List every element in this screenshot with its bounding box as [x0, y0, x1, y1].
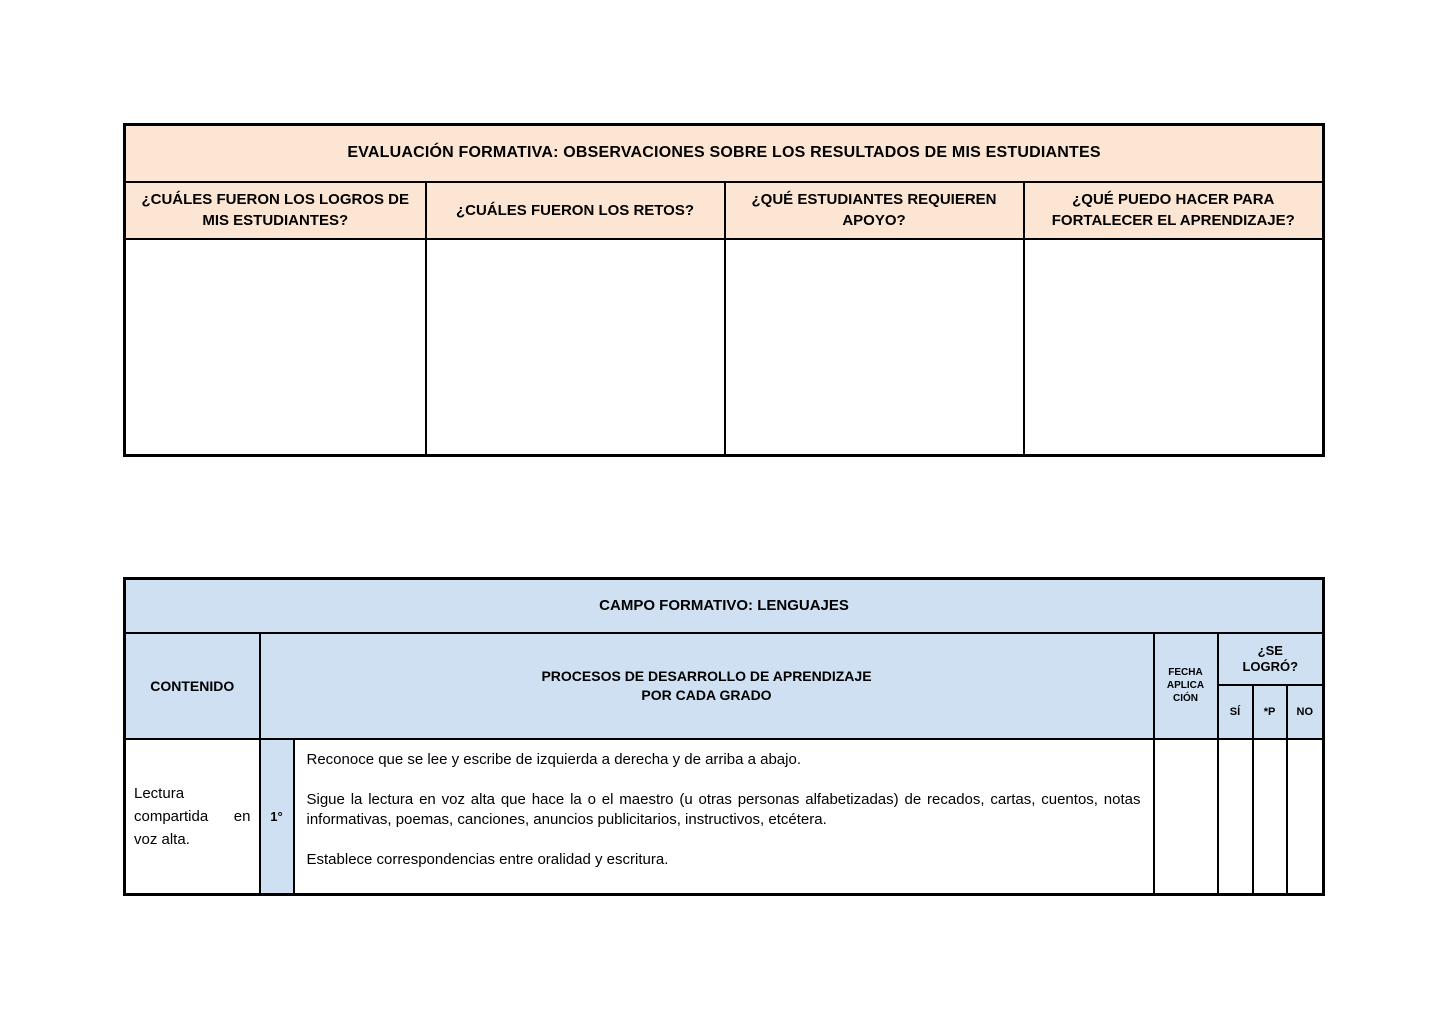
eval-header-retos: ¿CUÁLES FUERON LOS RETOS?: [426, 182, 725, 239]
campo-table-title: CAMPO FORMATIVO: LENGUAJES: [125, 579, 1324, 633]
header-contenido: CONTENIDO: [125, 633, 260, 739]
cell-grado: 1°: [260, 739, 294, 895]
evaluation-table: [123, 123, 1325, 457]
eval-entry-apoyo[interactable]: [725, 239, 1024, 456]
evaluation-table-title: EVALUACIÓN FORMATIVA: OBSERVACIONES SOBRE LOS RESULTADOS DE MIS ESTUDIANTES: [125, 125, 1324, 182]
header-p: *P: [1253, 685, 1287, 739]
proceso-paragraph-3: Establece correspondencias entre oralidad y escritura.: [306, 850, 669, 868]
eval-header-apoyo: ¿QUÉ ESTUDIANTES REQUIEREN APOYO?: [725, 182, 1024, 239]
header-fecha-line2: APLICA: [1166, 680, 1205, 691]
evaluation-header-row: [125, 182, 1324, 239]
campo-header-row: [125, 633, 1324, 685]
eval-header-logros: ¿CUÁLES FUERON LOS LOGROS DE MIS ESTUDIANTES?: [125, 182, 426, 239]
header-se-logro-line1: ¿SE: [1257, 642, 1283, 658]
proceso-paragraph-1: Reconoce que se lee y escribe de izquierda a derecha y de arriba a abajo.: [306, 750, 801, 768]
proceso-paragraph-2: Sigue la lectura en voz alta que hace la o el maestro (u otras personas alfabetizadas) de recados, cartas, cuentos, notas informativas, poemas, canciones, anuncios publicitarios, instructivos, etcétera.: [306, 790, 1141, 828]
eval-header-fortalecer: ¿QUÉ PUEDO HACER PARA FORTALECER EL APRENDIZAJE?: [1024, 182, 1324, 239]
header-procesos-line1: PROCESOS DE DESARROLLO DE APRENDIZAJE: [541, 667, 872, 684]
header-fecha-line3: CIÓN: [1173, 693, 1198, 704]
header-si: SÍ: [1218, 685, 1253, 739]
campo-content-row: [125, 739, 1324, 895]
cell-si-entry[interactable]: [1218, 739, 1253, 895]
eval-entry-logros[interactable]: [125, 239, 426, 456]
evaluation-entry-row: [125, 239, 1324, 456]
header-se-logro-line2: LOGRÓ?: [1242, 658, 1299, 674]
cell-contenido: Lectura compartida en voz alta.: [125, 739, 260, 895]
eval-entry-retos[interactable]: [426, 239, 725, 456]
cell-procesos: [294, 739, 1154, 895]
cell-p-entry[interactable]: [1253, 739, 1287, 895]
header-fecha-line1: FECHA: [1168, 667, 1203, 678]
header-procesos-line2: POR CADA GRADO: [641, 686, 772, 703]
eval-entry-fortalecer[interactable]: [1024, 239, 1324, 456]
header-se-logro: [1218, 633, 1324, 685]
header-no: NO: [1287, 685, 1324, 739]
header-fecha-aplicacion: [1154, 633, 1218, 739]
header-procesos: [260, 633, 1154, 739]
campo-title-row: [125, 579, 1324, 633]
evaluation-title-row: [125, 125, 1324, 182]
cell-no-entry[interactable]: [1287, 739, 1324, 895]
campo-formativo-table: [123, 577, 1325, 896]
cell-fecha-aplicacion-entry[interactable]: [1154, 739, 1218, 895]
